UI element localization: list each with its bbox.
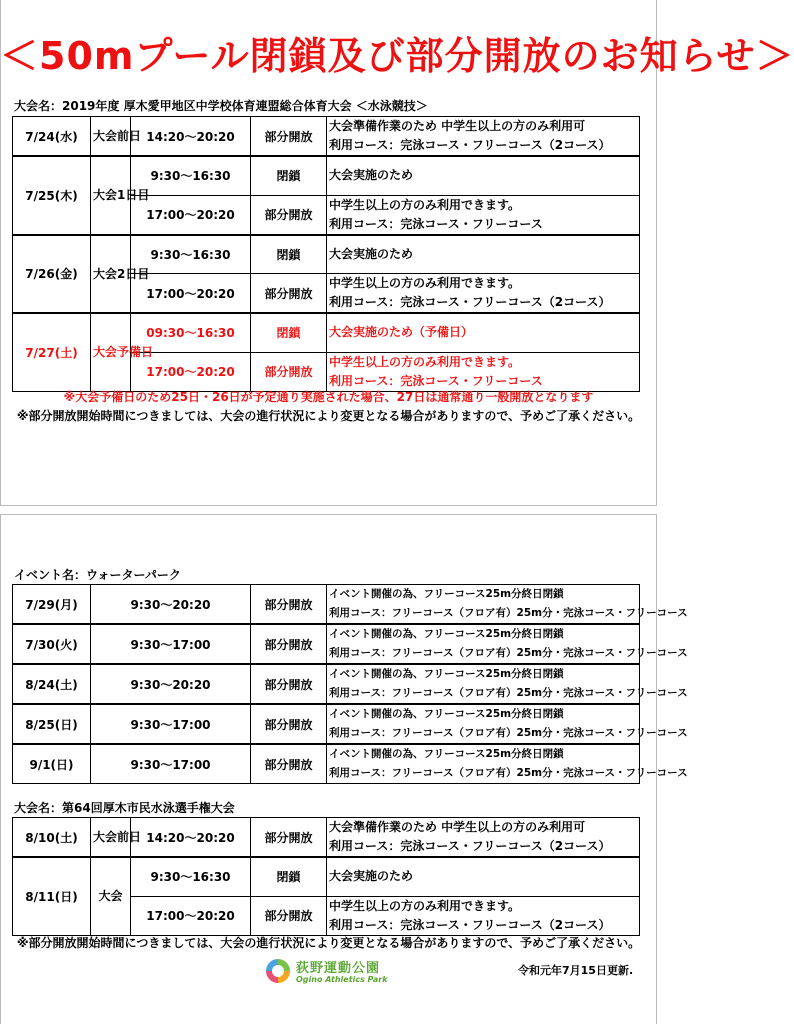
note-line: 利用コース：完泳コース・フリーコース [329,373,543,388]
time-cell: 9:30～16:30 [131,857,251,896]
logo-name: 荻野運動公園 [296,961,381,976]
table-row [13,585,640,625]
table-row [13,744,640,784]
note-cell [327,313,640,352]
note-cell [327,818,640,858]
note-line: 中学生以上の方のみ利用できます。 [329,354,521,369]
table-row [13,664,640,704]
table-row [13,624,640,664]
note-line: 中学生以上の方のみ利用できます。 [329,276,521,290]
note-line: 利用コース：フリーコース（フロア有）25m分・完泳コース・フリーコース [329,687,688,699]
note-line: イベント開催の為、フリーコース25m分終日閉鎖 [329,748,564,760]
status-cell: 部分開放 [251,896,327,935]
date-cell: 7/27(土) [13,313,91,391]
note-line: 大会実施のため [329,869,414,884]
note-line: 大会実施のため [329,168,414,183]
section2-heading: イベント名：ウォーターパーク [14,568,181,582]
label-cell: 大会前日 [91,117,131,157]
time-cell: 9:30～17:00 [91,624,251,664]
date-cell: 7/24(水) [13,117,91,157]
park-logo-icon [266,959,290,983]
status-cell: 部分開放 [251,624,327,664]
park-logo [266,957,416,989]
section1-heading: 大会名：2019年度 厚木愛甲地区中学校体育連盟総合体育大会 ＜水泳競技＞ [14,99,428,113]
note-line: イベント開催の為、フリーコース25m分終日閉鎖 [329,588,564,600]
status-cell: 部分開放 [251,744,327,784]
note-line: 利用コース：完泳コース・フリーコース（2コース） [329,295,611,309]
note-line: 利用コース：完泳コース・フリーコース（2コース） [329,839,611,853]
time-cell: 09:30～16:30 [131,313,251,352]
time-cell: 17:00～20:20 [131,896,251,935]
date-cell: 7/26(金) [13,235,91,314]
table-row [13,156,640,195]
date-cell: 7/25(木) [13,156,91,235]
status-cell: 閉鎖 [251,235,327,274]
label-cell: 大会 [91,857,131,935]
time-cell: 17:00～20:20 [131,195,251,235]
status-cell: 部分開放 [251,818,327,858]
note-line: イベント開催の為、フリーコース25m分終日閉鎖 [329,668,564,680]
note-line: 中学生以上の方のみ利用できます。 [329,197,521,212]
label-cell: 大会前日 [91,818,131,858]
date-cell: 8/25(日) [13,704,91,744]
updated-date: 令和元年7月15日更新. [518,964,634,977]
status-cell: 部分開放 [251,195,327,235]
status-cell: 部分開放 [251,352,327,391]
time-cell: 14:20～20:20 [131,117,251,157]
section3-heading: 大会名：第64回厚木市民水泳選手権大会 [14,801,235,815]
label-cell: 大会1日目 [91,156,131,235]
label-cell: 大会2日目 [91,235,131,314]
note-cell [327,117,640,157]
notice: ※部分開放開始時間につきましては、大会の進行状況により変更となる場合がありますので、予めご了承ください。 [16,409,641,423]
status-cell: 部分開放 [251,664,327,704]
date-cell: 8/10(土) [13,818,91,858]
note-cell [327,235,640,274]
date-cell: 8/24(土) [13,664,91,704]
note-line: イベント開催の為、フリーコース25m分終日閉鎖 [329,628,564,640]
time-cell: 9:30～17:00 [91,704,251,744]
table-row [13,857,640,896]
note-line: イベント開催の為、フリーコース25m分終日閉鎖 [329,708,564,720]
date-cell: 8/11(日) [13,857,91,935]
note-line: 利用コース：完泳コース・フリーコース [329,216,543,231]
table-row [13,313,640,352]
table-row [13,117,640,157]
time-cell: 17:00～20:20 [131,274,251,314]
date-cell: 7/30(火) [13,624,91,664]
note-line: 利用コース：フリーコース（フロア有）25m分・完泳コース・フリーコース [329,727,688,739]
status-cell: 閉鎖 [251,313,327,352]
note-cell [327,624,688,664]
label-cell: 大会予備日 [91,313,131,391]
note-line: 大会準備作業のため 中学生以上の方のみ利用可 [329,820,586,834]
time-cell: 17:00～20:20 [131,352,251,391]
note-cell [327,744,688,784]
note-line: 利用コース：フリーコース（フロア有）25m分・完泳コース・フリーコース [329,767,688,779]
time-cell: 9:30～17:00 [91,744,251,784]
note-line: 利用コース：完泳コース・フリーコース（2コース） [329,917,611,932]
note-cell [327,585,688,625]
table-row [13,235,640,274]
note-cell [327,704,688,744]
note-cell [327,156,640,195]
status-cell: 閉鎖 [251,857,327,896]
note-cell [327,352,640,391]
status-cell: 閉鎖 [251,156,327,195]
note-cell [327,664,688,704]
time-cell: 9:30～16:30 [131,235,251,274]
note-line: 利用コース：完泳コース・フリーコース（2コース） [329,138,611,152]
time-cell: 9:30～16:30 [131,156,251,195]
section2-table [12,584,688,784]
note-cell [327,274,640,314]
note-line: 利用コース：フリーコース（フロア有）25m分・完泳コース・フリーコース [329,607,688,619]
table-row [13,818,640,858]
red-notice: ※大会予備日のため25日・26日が予定通り実施された場合、27日は通常通り一般開放となります [63,390,594,404]
note-line: 利用コース：フリーコース（フロア有）25m分・完泳コース・フリーコース [329,647,688,659]
note-cell [327,195,640,235]
logo-name-en: Ogino Athletics Park [296,975,388,984]
note-line: 大会準備作業のため 中学生以上の方のみ利用可 [329,119,586,133]
page-title: ＜50mプール閉鎖及び部分開放のお知らせ＞ [0,34,794,78]
table-row [13,704,640,744]
note-line: 大会実施のため [329,246,414,261]
section3-table [12,817,640,936]
time-cell: 9:30～20:20 [91,585,251,625]
note-line: 中学生以上の方のみ利用できます。 [329,898,521,913]
section1-table [12,116,640,392]
date-cell: 7/29(月) [13,585,91,625]
note-line: 大会実施のため（予備日） [329,325,474,340]
date-cell: 9/1(日) [13,744,91,784]
status-cell: 部分開放 [251,585,327,625]
time-cell: 9:30～20:20 [91,664,251,704]
note-cell [327,857,640,896]
status-cell: 部分開放 [251,117,327,157]
time-cell: 14:20～20:20 [131,818,251,858]
note-cell [327,896,640,935]
notice: ※部分開放開始時間につきましては、大会の進行状況により変更となる場合がありますので、予めご了承ください。 [16,936,641,950]
status-cell: 部分開放 [251,274,327,314]
status-cell: 部分開放 [251,704,327,744]
